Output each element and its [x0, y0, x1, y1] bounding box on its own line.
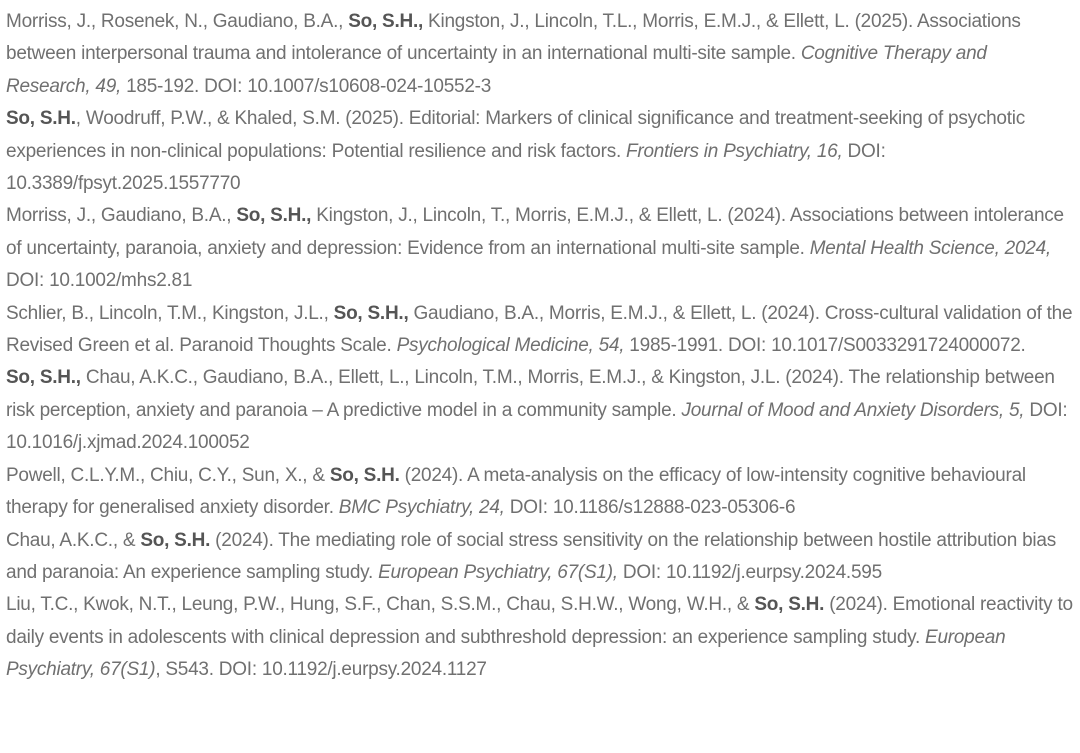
- citation-authors-before: Morriss, J., Gaudiano, B.A.,: [6, 205, 237, 227]
- publication-entry: [6, 298, 1076, 363]
- citation-tail: DOI: 10.1186/s12888-023-05306-6: [504, 497, 796, 519]
- journal-name: BMC Psychiatry, 24,: [338, 497, 505, 519]
- publication-entry: [6, 525, 1076, 590]
- citation-tail: DOI: 10.3389/fpsyt.2025.1557770: [6, 140, 886, 195]
- citation-body: Gaudiano, B.A., Morris, E.M.J., & Ellett, L. (2024). Cross-cultural validation of the Revised Green et al. Paranoid Thoughts Scale.: [6, 302, 1073, 357]
- citation-tail: DOI: 10.1016/j.xjmad.2024.100052: [6, 399, 1068, 454]
- highlighted-author: So, S.H.: [754, 594, 825, 616]
- citation-authors-before: Chau, A.K.C., &: [6, 529, 141, 551]
- publication-entry: [6, 103, 1076, 200]
- highlighted-author: So, S.H.,: [348, 11, 424, 32]
- citation-body: (2024). The mediating role of social stress sensitivity on the relationship between hostile attribution bias and paranoia: An experience sampling study.: [6, 529, 1056, 583]
- journal-name: Cognitive Therapy and Research, 49,: [6, 43, 987, 97]
- highlighted-author: So, S.H.: [329, 464, 400, 486]
- journal-name: Journal of Mood and Anxiety Disorders, 5,: [681, 399, 1025, 421]
- citation-tail: 1985-1991. DOI: 10.1017/S0033291724000072.: [624, 335, 1026, 357]
- journal-name: Mental Health Science, 2024,: [809, 237, 1051, 259]
- publication-entry: [6, 200, 1076, 297]
- citation-authors-before: Powell, C.L.Y.M., Chiu, C.Y., Sun, X., &: [6, 464, 330, 486]
- publication-entry: [6, 362, 1076, 459]
- publication-entry: [6, 460, 1076, 525]
- citation-body: Chau, A.K.C., Gaudiano, B.A., Ellett, L., Lincoln, T.M., Morris, E.M.J., & Kingston, J.L. (2024). The relationship between risk perception, anxiety and paranoia – A predictive model in a community sample.: [6, 367, 1055, 421]
- journal-name: Frontiers in Psychiatry, 16,: [626, 140, 843, 162]
- citation-tail: DOI: 10.1192/j.eurpsy.2024.595: [617, 561, 882, 583]
- publication-entry: [6, 6, 1076, 103]
- journal-name: European Psychiatry, 67(S1): [6, 626, 1006, 681]
- highlighted-author: So, S.H.: [140, 529, 211, 551]
- highlighted-author: So, S.H.,: [333, 302, 409, 324]
- citation-authors-before: Liu, T.C., Kwok, N.T., Leung, P.W., Hung, S.F., Chan, S.S.M., Chau, S.H.W., Wong, W.H., &: [6, 594, 755, 616]
- highlighted-author: So, S.H.,: [6, 367, 81, 389]
- highlighted-author: So, S.H.: [6, 108, 76, 130]
- citation-body: Kingston, J., Lincoln, T.L., Morris, E.M.J., & Ellett, L. (2025). Associations between interpersonal trauma and intolerance of uncertainty in an international multi-site sample.: [6, 11, 1021, 65]
- highlighted-author: So, S.H.,: [236, 205, 312, 227]
- citation-authors-before: Morriss, J., Rosenek, N., Gaudiano, B.A.,: [6, 11, 349, 32]
- citation-body: , Woodruff, P.W., & Khaled, S.M. (2025). Editorial: Markers of clinical significance and treatment-seeking of psychotic experiences in non-clinical populations: Potential resilience and risk factors.: [6, 108, 1026, 162]
- citation-body: (2024). A meta-analysis on the efficacy of low-intensity cognitive behavioural therapy for generalised anxiety disorder.: [6, 464, 1026, 519]
- publication-entry: [6, 589, 1076, 686]
- citation-tail: DOI: 10.1002/mhs2.81: [6, 270, 193, 292]
- journal-name: Psychological Medicine, 54,: [396, 335, 625, 357]
- citation-tail: , S543. DOI: 10.1192/j.eurpsy.2024.1127: [155, 659, 487, 681]
- citation-authors-before: Schlier, B., Lincoln, T.M., Kingston, J.L.,: [6, 302, 334, 324]
- citation-body: Kingston, J., Lincoln, T., Morris, E.M.J., & Ellett, L. (2024). Associations between intolerance of uncertainty, paranoia, anxiety and depression: Evidence from an international multi-site sample.: [6, 205, 1064, 259]
- citation-tail: 185-192. DOI: 10.1007/s10608-024-10552-3: [121, 75, 492, 97]
- journal-name: European Psychiatry, 67(S1),: [378, 561, 618, 583]
- citation-body: (2024). Emotional reactivity to daily events in adolescents with clinical depression and subthreshold depression: an experience sampling study.: [6, 594, 1073, 648]
